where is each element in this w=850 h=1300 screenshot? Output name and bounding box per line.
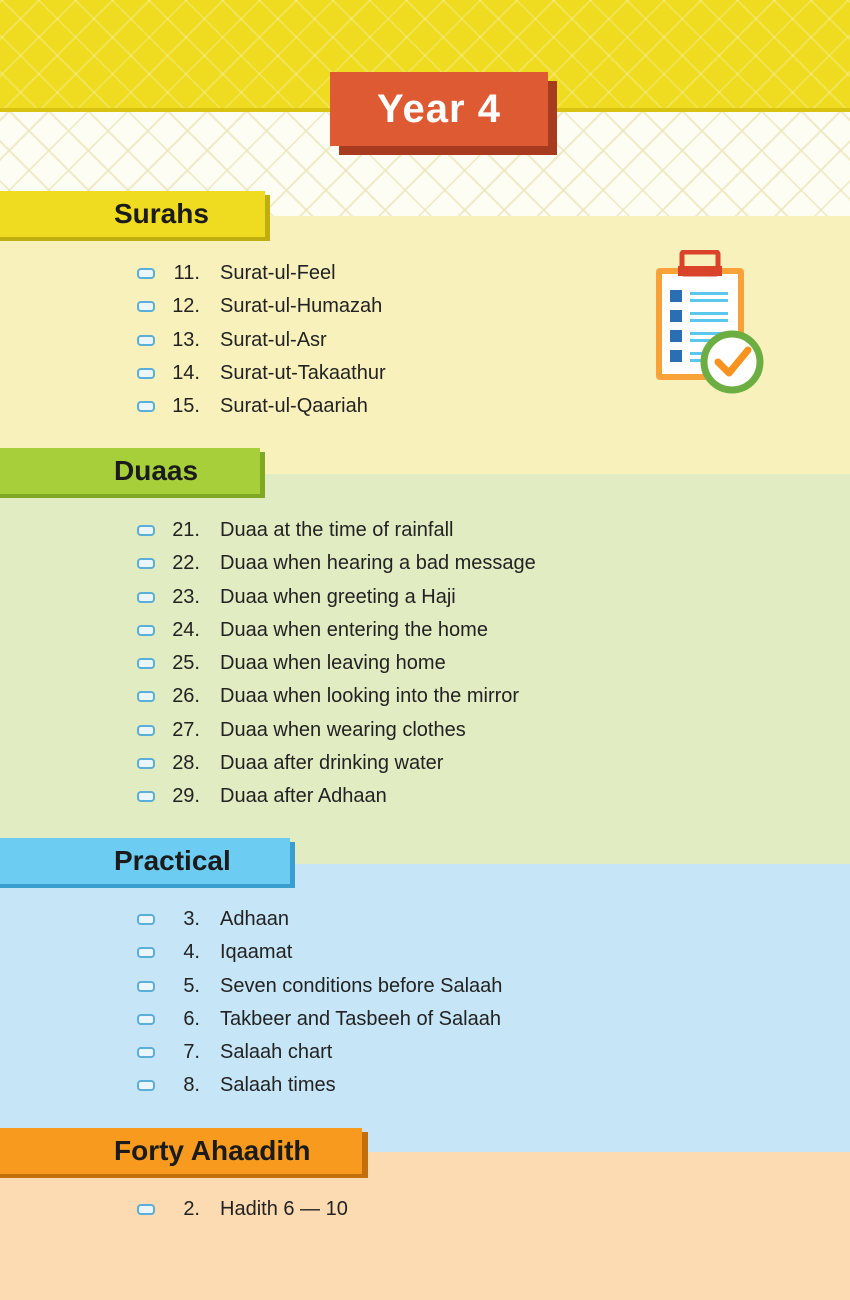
checkbox[interactable] [137,268,155,279]
item-text: Duaa after drinking water [220,752,444,775]
item-number: 23. [172,585,200,608]
item-number: 25. [172,652,200,675]
clipboard-checklist-icon [650,250,766,396]
checkbox[interactable] [137,791,155,802]
checkbox[interactable] [137,625,155,636]
item-number: 27. [172,718,200,741]
item-number: 29. [172,785,200,808]
item-number: 4. [183,941,200,964]
item-text: Surat-ul-Qaariah [220,395,368,418]
forty-ahaadith-heading: Forty Ahaadith [0,1128,362,1174]
item-number: 24. [172,618,200,641]
checkbox[interactable] [137,691,155,702]
checkbox[interactable] [137,1047,155,1058]
checkbox[interactable] [137,1080,155,1091]
checkbox[interactable] [137,525,155,536]
item-number: 14. [172,361,200,384]
item-text: Duaa when entering the home [220,618,488,641]
item-text: Duaa at the time of rainfall [220,519,454,541]
checkbox[interactable] [137,947,155,958]
item-text: Hadith 6 — 10 [220,1198,348,1220]
practical-heading: Practical [0,838,290,884]
item-text: Duaa after Adhaan [220,785,387,808]
item-number: 26. [172,685,200,708]
checkbox[interactable] [137,981,155,992]
item-text: Duaa when greeting a Haji [220,585,456,608]
checkbox[interactable] [137,301,155,312]
item-text: Salaah times [220,1074,336,1097]
item-text: Surat-ut-Takaathur [220,361,386,384]
item-number: 28. [172,752,200,775]
checkbox[interactable] [137,914,155,925]
checkbox[interactable] [137,368,155,379]
item-number: 6. [183,1007,200,1030]
item-text: Surat-ul-Asr [220,328,327,351]
checkbox[interactable] [137,658,155,669]
page-title: Year 4 [330,72,548,146]
item-text: Duaa when leaving home [220,652,446,675]
checkbox[interactable] [137,725,155,736]
item-text: Duaa when looking into the mirror [220,685,520,708]
item-text: Duaa when wearing clothes [220,718,466,741]
item-text: Iqaamat [220,941,293,964]
checkbox[interactable] [137,592,155,603]
item-text: Salaah chart [220,1041,333,1064]
item-number: 2. [183,1198,200,1220]
item-number: 5. [183,974,200,997]
item-number: 8. [183,1074,200,1097]
item-number: 7. [183,1041,200,1064]
item-number: 22. [172,552,200,575]
item-text: Surat-ul-Feel [220,262,336,284]
checkbox[interactable] [137,1204,155,1215]
item-number: 15. [172,395,200,418]
checkbox[interactable] [137,558,155,569]
item-text: Seven conditions before Salaah [220,974,503,997]
checkbox[interactable] [137,335,155,346]
item-text: Duaa when hearing a bad message [220,552,536,575]
item-number: 13. [172,328,200,351]
item-number: 21. [172,519,200,541]
duaas-heading: Duaas [0,448,260,494]
checkbox[interactable] [137,758,155,769]
item-number: 11. [173,262,200,284]
surahs-heading: Surahs [0,191,265,237]
item-text: Surat-ul-Humazah [220,295,383,318]
item-text: Takbeer and Tasbeeh of Salaah [220,1007,501,1030]
checkbox[interactable] [137,1014,155,1025]
item-number: 12. [172,295,200,318]
item-number: 3. [183,908,200,930]
checkbox[interactable] [137,401,155,412]
item-text: Adhaan [220,908,289,930]
